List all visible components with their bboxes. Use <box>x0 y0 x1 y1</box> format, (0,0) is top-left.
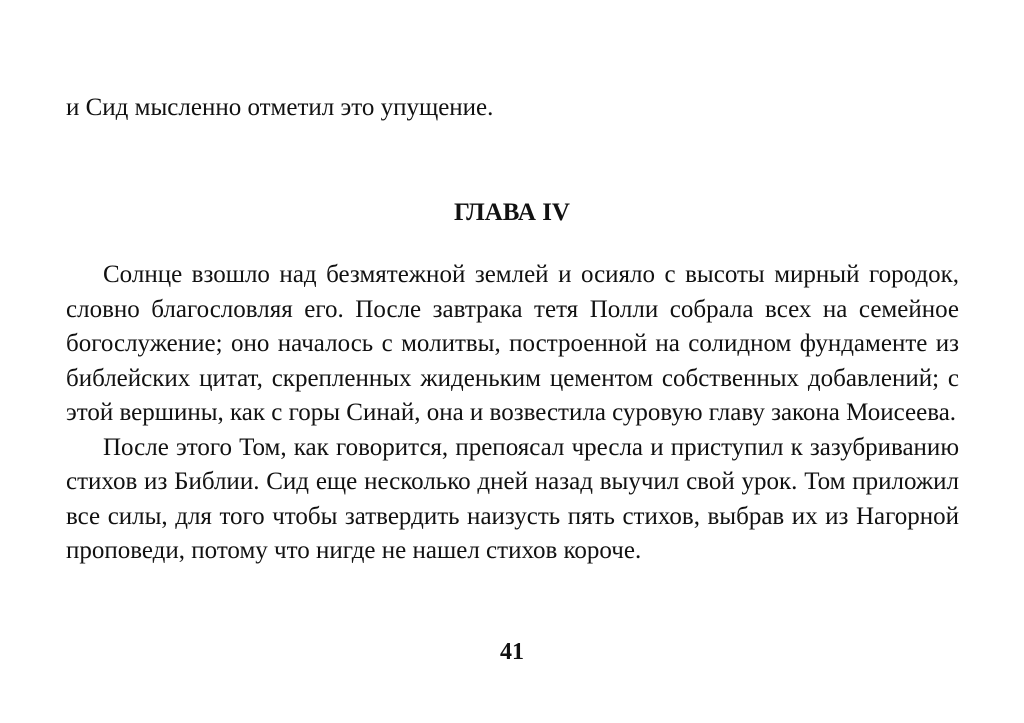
chapter-body <box>66 258 959 569</box>
paragraph-2: После этого Том, как говорится, препоясал чресла и приступил к зазубриванию стихов из Библии. Сид еще несколько дней назад выучил свой урок. Том приложил все силы, для того чтобы затвердить наизусть пять стихов, выбрав их из Нагорной проповеди, потому что нигде не нашел стихов короче. <box>66 433 959 564</box>
page-number: 41 <box>500 639 524 665</box>
chapter-title: ГЛАВА IV <box>453 199 570 226</box>
paragraph-1: Солнце взошло над безмятежной землей и осияло с высоты мирный городок, словно благословляя его. После завтрака тетя Полли собрала всех на семейное богослужение; оно началось с молитвы, построенной на солидном фундаменте из библейских цитат, скрепленных жиденьким цементом собственных добавлений; с этой вершины, как с горы Синай, она и возвестила суровую главу закона Моисеева. <box>66 261 959 426</box>
intro-line: и Сид мысленно отметил это упущение. <box>66 94 494 121</box>
